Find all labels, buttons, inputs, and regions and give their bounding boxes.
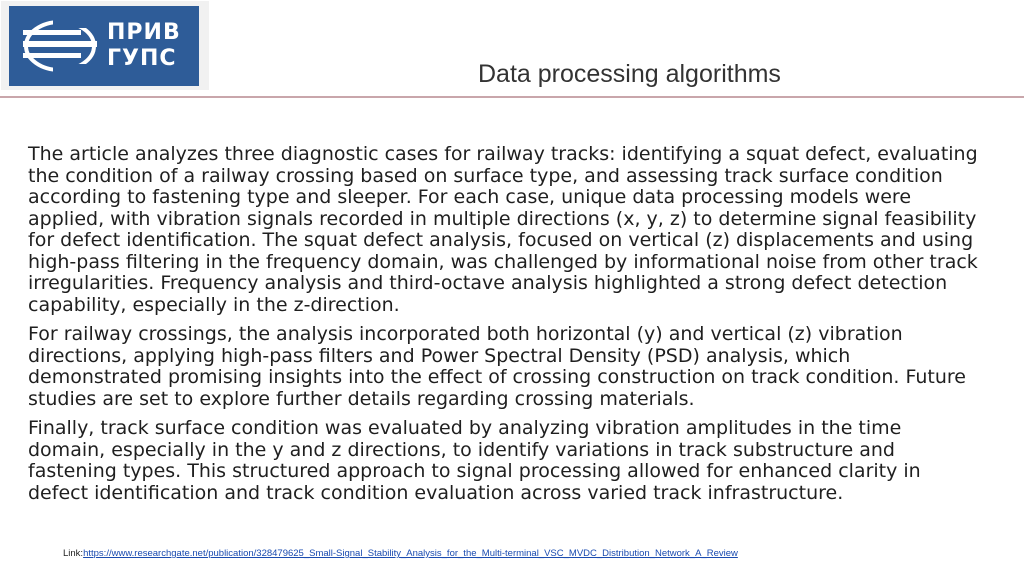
header-divider xyxy=(0,96,1024,98)
railway-emblem-icon xyxy=(23,20,97,72)
logo-line-2: ГУПС xyxy=(107,46,177,71)
source-link[interactable]: https://www.researchgate.net/publication/328479625_Small-Signal_Stability_Analysis_for_the_Multi-terminal_VSC_MVDC_Distribution_Network_A_Review xyxy=(83,548,738,559)
source-link-line xyxy=(63,548,738,559)
body-text xyxy=(28,144,978,512)
logo xyxy=(1,1,209,90)
logo-line-1: ПРИВ xyxy=(107,20,181,45)
paragraph-2: For railway crossings, the analysis incorporated both horizontal (y) and vertical (z) vibration directions, applying high-pass filters and Power Spectral Density (PSD) analysis, which demonstrated promising insights into the effect of crossing construction on track condition. Future studies are set to explore further details regarding crossing materials. xyxy=(28,323,966,410)
link-prefix: Link: xyxy=(63,548,84,559)
logo-panel xyxy=(9,6,199,86)
page-title: Data processing algorithms xyxy=(478,60,781,88)
paragraph-1: The article analyzes three diagnostic cases for railway tracks: identifying a squat defect, evaluating the condition of a railway crossing based on surface type, and assessing track surface condition according to fastening type and sleeper. For each case, unique data processing models were applied, with vibration signals recorded in multiple directions (x, y, z) to determine signal feasibility for defect identification. The squat defect analysis, focused on vertical (z) displacements and using high-pass filtering in the frequency domain, was challenged by informational noise from other track irregularities. Frequency analysis and third-octave analysis highlighted a strong defect detection capability, especially in the z-direction. xyxy=(28,143,978,316)
paragraph-3: Finally, track surface condition was evaluated by analyzing vibration amplitudes in the time domain, especially in the y and z directions, to identify variations in track substructure and fastening types. This structured approach to signal processing allowed for enhanced clarity in defect identification and track condition evaluation across varied track infrastructure. xyxy=(28,417,921,504)
